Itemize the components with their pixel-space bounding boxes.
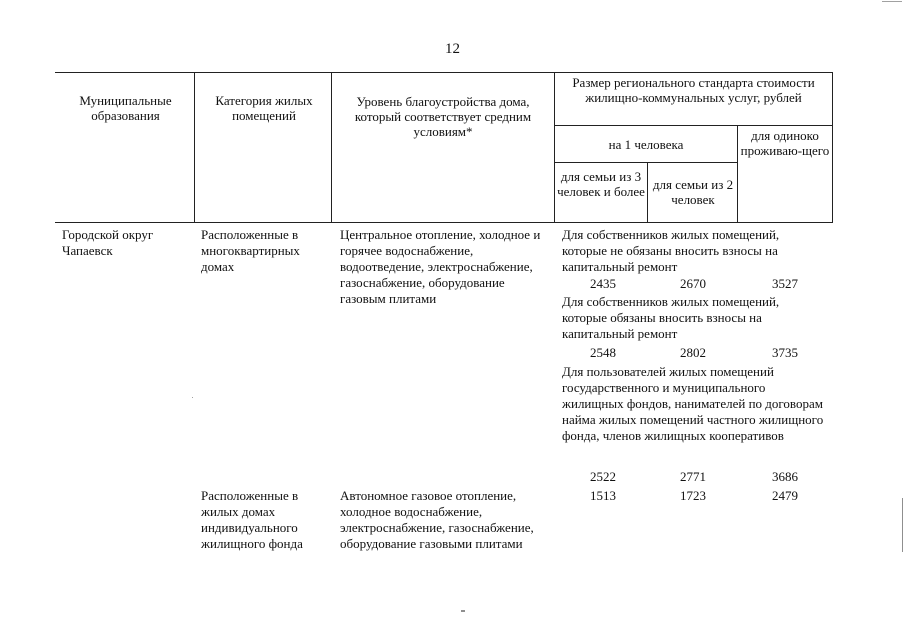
row1-group1-value-single: 3527 <box>772 276 798 291</box>
header-divider-v2 <box>331 72 332 223</box>
row2-value-single: 2479 <box>772 488 798 503</box>
municipality-name: Городской округ Чапаевск <box>62 227 154 258</box>
row1-category: Расположенные в многоквартирных домах <box>201 227 300 274</box>
header-subdivider-v5 <box>737 125 738 223</box>
row1-group1-label: Для собственников жилых помещений, которые не обязаны вносить взносы на капитальный ремонт <box>562 227 780 274</box>
row2-category: Расположенные в жилых домах индивидуального жилищного фонда <box>201 488 303 551</box>
header-level: Уровень благоустройства дома, который соответствует средним условиям* <box>354 94 532 139</box>
header-single: для одиноко проживаю-щего <box>740 128 830 158</box>
header-family-2: для семьи из 2 человек <box>652 177 734 207</box>
header-subdivider-h1 <box>554 125 833 126</box>
header-municipality: Муниципальные образования <box>79 93 172 123</box>
header-standard: Размер регионального стандарта стоимости жилищно-коммунальных услуг, рублей <box>572 75 815 105</box>
row1-group3-value-family2: 2771 <box>680 469 706 484</box>
page-number: 12 <box>445 41 460 57</box>
header-right-border <box>832 72 833 223</box>
header-subdivider-v4 <box>647 162 648 223</box>
header-top-border <box>55 72 833 73</box>
header-category: Категория жилых помещений <box>215 93 313 123</box>
scan-mark-right-edge <box>902 498 903 552</box>
header-divider-v3 <box>554 72 555 223</box>
row1-group3-value-family3: 2522 <box>590 469 616 484</box>
row1-group2-value-family3: 2548 <box>590 345 616 360</box>
row2-value-family2: 1723 <box>680 488 706 503</box>
row1-group1-value-family3: 2435 <box>590 276 616 291</box>
row1-level: Центральное отопление, холодное и горячее водоснабжение, водоотведение, электроснабжение, газоснабжение, оборудование газовым плитами <box>340 227 541 306</box>
header-per-person: на 1 человека <box>608 137 684 152</box>
header-family-3: для семьи из 3 человек и более <box>557 169 645 199</box>
row1-group3-label: Для пользователей жилых помещений государственного и муниципального жилищных фондов, нанимателей по договорам найма жилых помещений частного жилищного фонда, членов жилищных кооперативов <box>562 364 824 443</box>
row1-group3-value-single: 3686 <box>772 469 798 484</box>
row1-group2-value-single: 3735 <box>772 345 798 360</box>
row1-group1-value-family2: 2670 <box>680 276 706 291</box>
header-divider-v1 <box>194 72 195 223</box>
scan-speck <box>192 397 193 398</box>
scan-mark-bottom <box>461 610 465 612</box>
scan-mark-top-right <box>882 1 902 2</box>
header-bottom-border <box>55 222 833 223</box>
row1-group2-value-family2: 2802 <box>680 345 706 360</box>
header-subdivider-h2 <box>554 162 738 163</box>
row2-level: Автономное газовое отопление, холодное водоснабжение, электроснабжение, газоснабжение, оборудование газовыми плитами <box>340 488 534 551</box>
row2-value-family3: 1513 <box>590 488 616 503</box>
row1-group2-label: Для собственников жилых помещений, которые обязаны вносить взносы на капитальный ремонт <box>562 294 780 341</box>
